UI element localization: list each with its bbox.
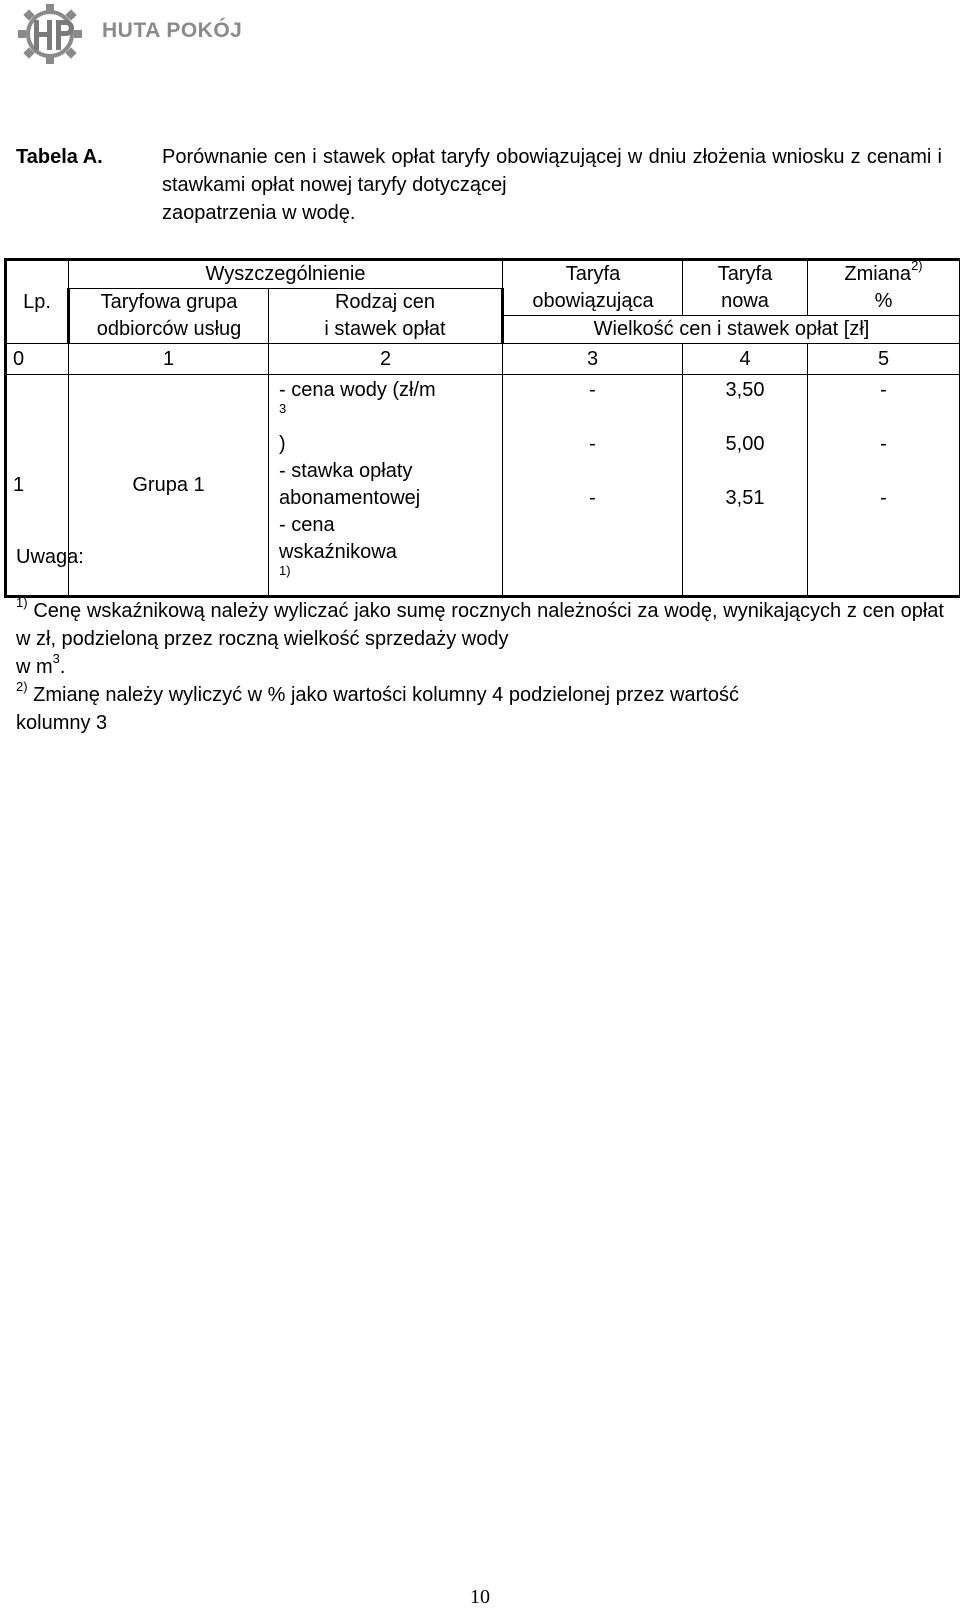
row-grupa: Grupa 1	[69, 375, 269, 597]
notes-label: Uwaga:	[16, 546, 84, 568]
column-number-4: 4	[683, 344, 808, 375]
item3-new: 3,51	[725, 487, 765, 509]
header-taryfa-nowa-line1: Taryfa	[717, 263, 773, 285]
item2-line2: abonamentowej	[279, 487, 421, 509]
item2-line1: - stawka opłaty	[279, 460, 413, 482]
header-taryfa-obowiazujaca-line2: obowiązująca	[532, 290, 654, 312]
header-taryfa-obowiazujaca	[503, 260, 683, 316]
item2-change: -	[880, 433, 887, 455]
header-rodzaj-line2: i stawek opłat	[324, 318, 446, 340]
footnotes	[16, 597, 944, 737]
caption-text	[162, 143, 942, 227]
header-grupa-line1: Taryfowa grupa	[100, 291, 238, 313]
header-zmiana-unit: %	[874, 290, 893, 312]
item3-change: -	[880, 487, 887, 509]
footnote-2-marker: 2)	[16, 679, 28, 695]
tariff-table	[4, 258, 960, 598]
item1-new: 3,50	[725, 379, 765, 401]
caption-label: Tabela A.	[16, 146, 103, 168]
item3-line2: wskaźnikowa $^{1)}$	[279, 541, 397, 579]
row-new-values	[683, 375, 808, 597]
logo-text: HUTA POKÓJ	[102, 19, 243, 42]
row-change-values	[808, 375, 960, 597]
header-rodzaj-line1: Rodzaj cen	[334, 291, 436, 313]
column-number-2: 2	[269, 344, 503, 375]
header-zmiana-label: Zmiana	[844, 263, 912, 285]
item1-line1: - cena wody (zł/m $^3$ )	[279, 379, 436, 455]
column-number-row	[6, 344, 960, 375]
header-taryfa-nowa-line2: nowa	[721, 290, 769, 312]
item1-current: -	[589, 379, 596, 401]
header-grupa	[69, 289, 269, 344]
header-taryfa-nowa	[683, 260, 808, 316]
header-rodzaj	[269, 289, 503, 344]
column-number-0: 0	[6, 344, 69, 375]
footnote-1-marker: 1)	[16, 595, 28, 611]
caption-text-last: zaopatrzenia w wodę.	[162, 202, 356, 224]
item3-line1: - cena	[279, 514, 335, 536]
table-row	[6, 375, 960, 597]
footnote-2	[16, 681, 944, 737]
footnote-2-text: Zmianę należy wyliczyć w % jako wartości kolumny 4 podzielonej przez wartość	[33, 684, 739, 706]
column-number-3: 3	[503, 344, 683, 375]
footnote-1-last: w $m^3$.	[16, 651, 66, 678]
column-number-1: 1	[69, 344, 269, 375]
row-lp: 1	[6, 375, 69, 597]
header-zmiana	[808, 260, 960, 316]
footnote-2-last: kolumny 3	[16, 712, 108, 734]
item3-current: -	[589, 487, 596, 509]
header-wyszczegolnienie: Wyszczególnienie	[69, 260, 503, 289]
header-taryfa-obowiazujaca-line1: Taryfa	[565, 263, 621, 285]
page-number: 10	[470, 1586, 490, 1608]
item1-change: -	[880, 379, 887, 401]
footnote-1	[16, 597, 944, 681]
header-lp: Lp.	[6, 260, 69, 344]
header-wielkosc: Wielkość cen i stawek opłat [zł]	[503, 316, 960, 344]
footnote-1-text: Cenę wskaźnikową należy wyliczać jako sumę rocznych należności za wodę, wynikających z cen opłat w zł, podzieloną przez roczną wielkość sprzedaży wody	[16, 600, 944, 650]
gear-logo-icon	[12, 2, 92, 66]
item2-current: -	[589, 433, 596, 455]
column-number-5: 5	[808, 344, 960, 375]
company-logo	[12, 2, 262, 66]
caption-text-main: Porównanie cen i stawek opłat taryfy obowiązującej w dniu złożenia wniosku z cenami i stawkami opłat nowej taryfy dotyczącej	[162, 146, 942, 196]
item2-new: 5,00	[725, 433, 765, 455]
header-zmiana-sup: 2)	[911, 258, 923, 274]
header-grupa-line2: odbiorców usług	[96, 318, 242, 340]
row-rodzaj	[269, 375, 503, 597]
row-current-values	[503, 375, 683, 597]
